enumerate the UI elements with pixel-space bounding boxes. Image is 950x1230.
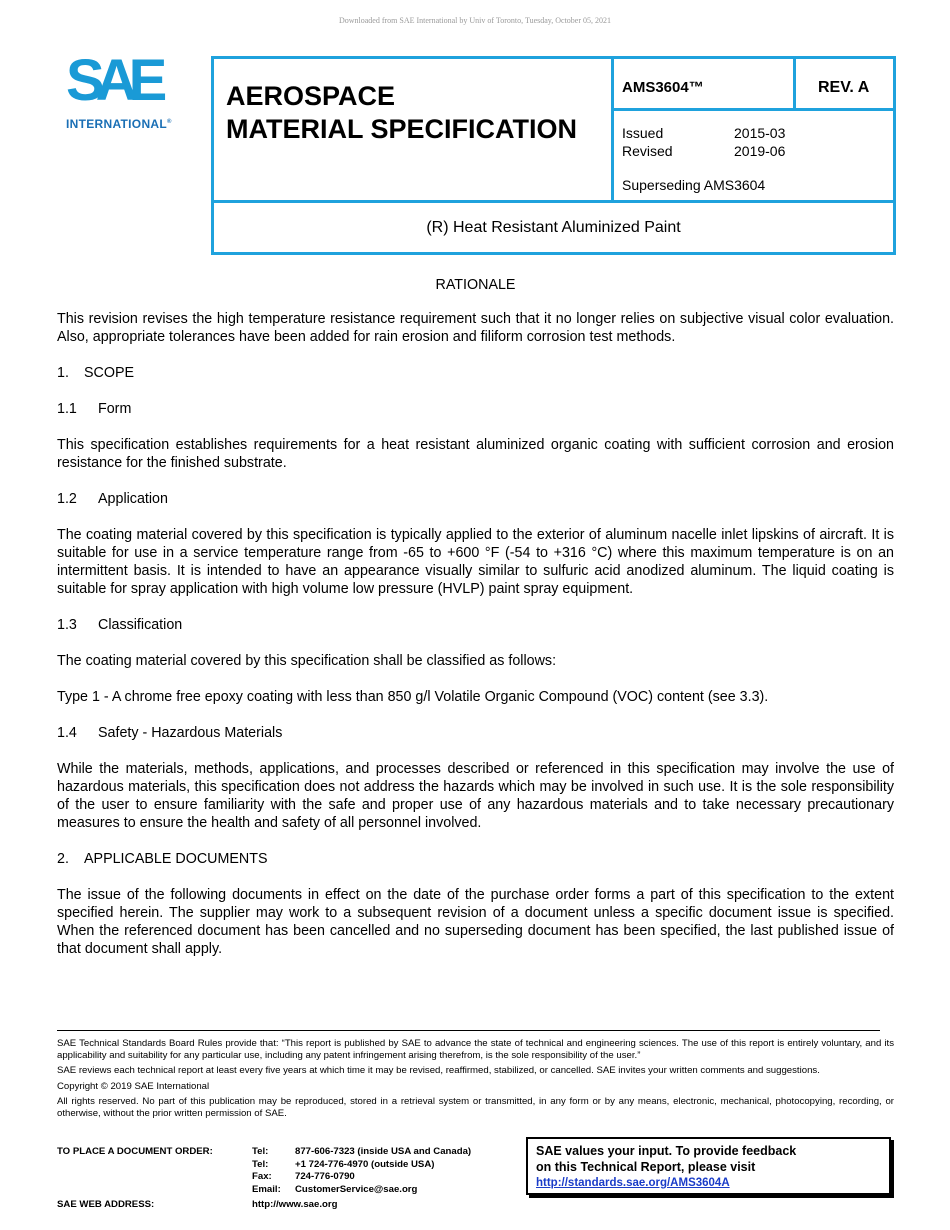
revision-cell bbox=[796, 59, 893, 111]
feedback-link[interactable]: http://standards.sae.org/AMS3604A bbox=[536, 1177, 730, 1189]
footer-notices bbox=[57, 1038, 894, 1123]
fax-label: Fax: bbox=[252, 1171, 272, 1182]
tel-inside: 877-606-7323 (inside USA and Canada) bbox=[295, 1146, 472, 1157]
web-address-label: SAE WEB ADDRESS: bbox=[57, 1199, 155, 1210]
section-1-3-heading: 1.3 Classification bbox=[57, 617, 183, 633]
download-note: Downloaded from SAE International by Univ of Toronto, Tuesday, October 05, 2021 bbox=[338, 16, 612, 25]
spec-subject: (R) Heat Resistant Aluminized Paint bbox=[426, 219, 681, 236]
section-1-heading: 1. SCOPE bbox=[57, 365, 135, 381]
footer-review-text: SAE reviews each technical report at least every five years at which time it may be revised, reaffirmed, stabilized, or cancelled. SAE invites your written comments and suggestions. bbox=[57, 1065, 820, 1076]
section-1-2-heading: 1.2 Application bbox=[57, 491, 168, 507]
feedback-line-2: on this Technical Report, please visit bbox=[536, 1160, 756, 1174]
section-2-text: The issue of the following documents in effect on the date of the purchase order forms a part of this specification to the extent specified herein. The supplier may work to a subsequent revision of a document unless a specific document issue is specified. When the referenced document has been cancelled and no superseding document has been specified, the last published issue of that document shall apply. bbox=[57, 887, 894, 957]
rationale-text: This revision revises the high temperature resistance requirement such that it no longer relies on subjective visual color evaluation. Also, appropriate tolerances have been added for rain erosion and filiform corrosion test methods. bbox=[57, 311, 894, 345]
doc-number: AMS3604™ bbox=[622, 79, 704, 96]
spec-meta-cell bbox=[614, 59, 893, 203]
footer-rights-text: All rights reserved. No part of this publication may be reproduced, stored in a retrieval system or transmitted, in any form or by any means, electronic, mechanical, photocopying, recording, or otherwise, without the prior written permission of SAE. bbox=[57, 1096, 894, 1119]
revised-value: 2019-06 bbox=[734, 143, 786, 159]
spec-title: AEROSPACE MATERIAL SPECIFICATION bbox=[226, 81, 577, 144]
spec-header bbox=[211, 56, 896, 255]
revision: REV. A bbox=[818, 79, 870, 96]
tel-outside: +1 724-776-4970 (outside USA) bbox=[295, 1158, 435, 1170]
section-1-3-type: Type 1 - A chrome free epoxy coating with less than 850 g/l Volatile Organic Compound (VOC) content (see 3.3). bbox=[57, 689, 769, 705]
issued-value: 2015-03 bbox=[734, 125, 786, 141]
spec-title-cell bbox=[214, 59, 614, 203]
email-label: Email: bbox=[252, 1183, 281, 1195]
section-1-1-text: This specification establishes requirements for a heat resistant aluminized organic coating with sufficient corrosion and erosion resistance for the finished substrate. bbox=[57, 437, 894, 471]
footer-copyright: Copyright © 2019 SAE International bbox=[57, 1080, 210, 1092]
section-1-3-text: The coating material covered by this specification shall be classified as follows: bbox=[57, 653, 557, 669]
revised-label: Revised bbox=[622, 143, 673, 159]
sae-logo-wordmark: SAE bbox=[66, 48, 159, 113]
section-1-4-text: While the materials, methods, applications, and processes described or referenced in this specification may involve the use of hazardous materials, this specification does not address the hazards which may be involved in such use. It is the sole responsibility of the user to ensure familiarity with the safe and proper use of any hazardous materials and to take necessary precautionary measures to ensure the health and safety of all personnel involved. bbox=[57, 761, 894, 831]
sae-logo-subtitle: INTERNATIONAL® bbox=[66, 117, 172, 131]
order-label: TO PLACE A DOCUMENT ORDER: bbox=[57, 1146, 213, 1157]
section-1-1-heading: 1.1 Form bbox=[57, 401, 132, 417]
issued-label: Issued bbox=[622, 125, 664, 141]
email-address[interactable]: CustomerService@sae.org bbox=[295, 1183, 418, 1195]
tel-label-1: Tel: bbox=[252, 1146, 269, 1157]
footer-rules-text: SAE Technical Standards Board Rules provide that: “This report is published by SAE to advance the state of technical and engineering sciences. The use of this report is entirely voluntary, and its applicability and suitability for any particular use, including any patent infringement arising therefrom, is the sole responsibility of the user.” bbox=[57, 1038, 894, 1061]
rationale-heading: RATIONALE bbox=[435, 277, 516, 293]
sae-logo bbox=[64, 48, 194, 135]
section-1-4-heading: 1.4 Safety - Hazardous Materials bbox=[57, 725, 283, 741]
fax-number: 724-776-0790 bbox=[295, 1171, 355, 1182]
tel-label-2: Tel: bbox=[252, 1158, 269, 1170]
section-1-2-text: The coating material covered by this specification is typically applied to the exterior of aluminum nacelle inlet lipskins of aircraft. It is suitable for use in a service temperature range from -65 to +600 °F (-54 to +316 °C) where this maximum temperature is on an intermittent basis. It is intended to have an appearance visually similar to sulfuric acid anodized aluminum. The liquid coating is suitable for spray application with high volume low pressure (HVLP) paint spray equipment. bbox=[57, 527, 894, 597]
feedback-line-1: SAE values your input. To provide feedback bbox=[536, 1144, 797, 1158]
document-body bbox=[57, 273, 894, 958]
doc-number-cell bbox=[614, 59, 796, 111]
date-block bbox=[622, 124, 785, 160]
feedback-box bbox=[526, 1137, 891, 1195]
footer-divider bbox=[57, 1030, 880, 1031]
superseding-note: Superseding AMS3604 bbox=[622, 177, 766, 193]
web-address-link[interactable]: http://www.sae.org bbox=[252, 1199, 338, 1210]
section-2-heading: 2. APPLICABLE DOCUMENTS bbox=[57, 851, 268, 867]
